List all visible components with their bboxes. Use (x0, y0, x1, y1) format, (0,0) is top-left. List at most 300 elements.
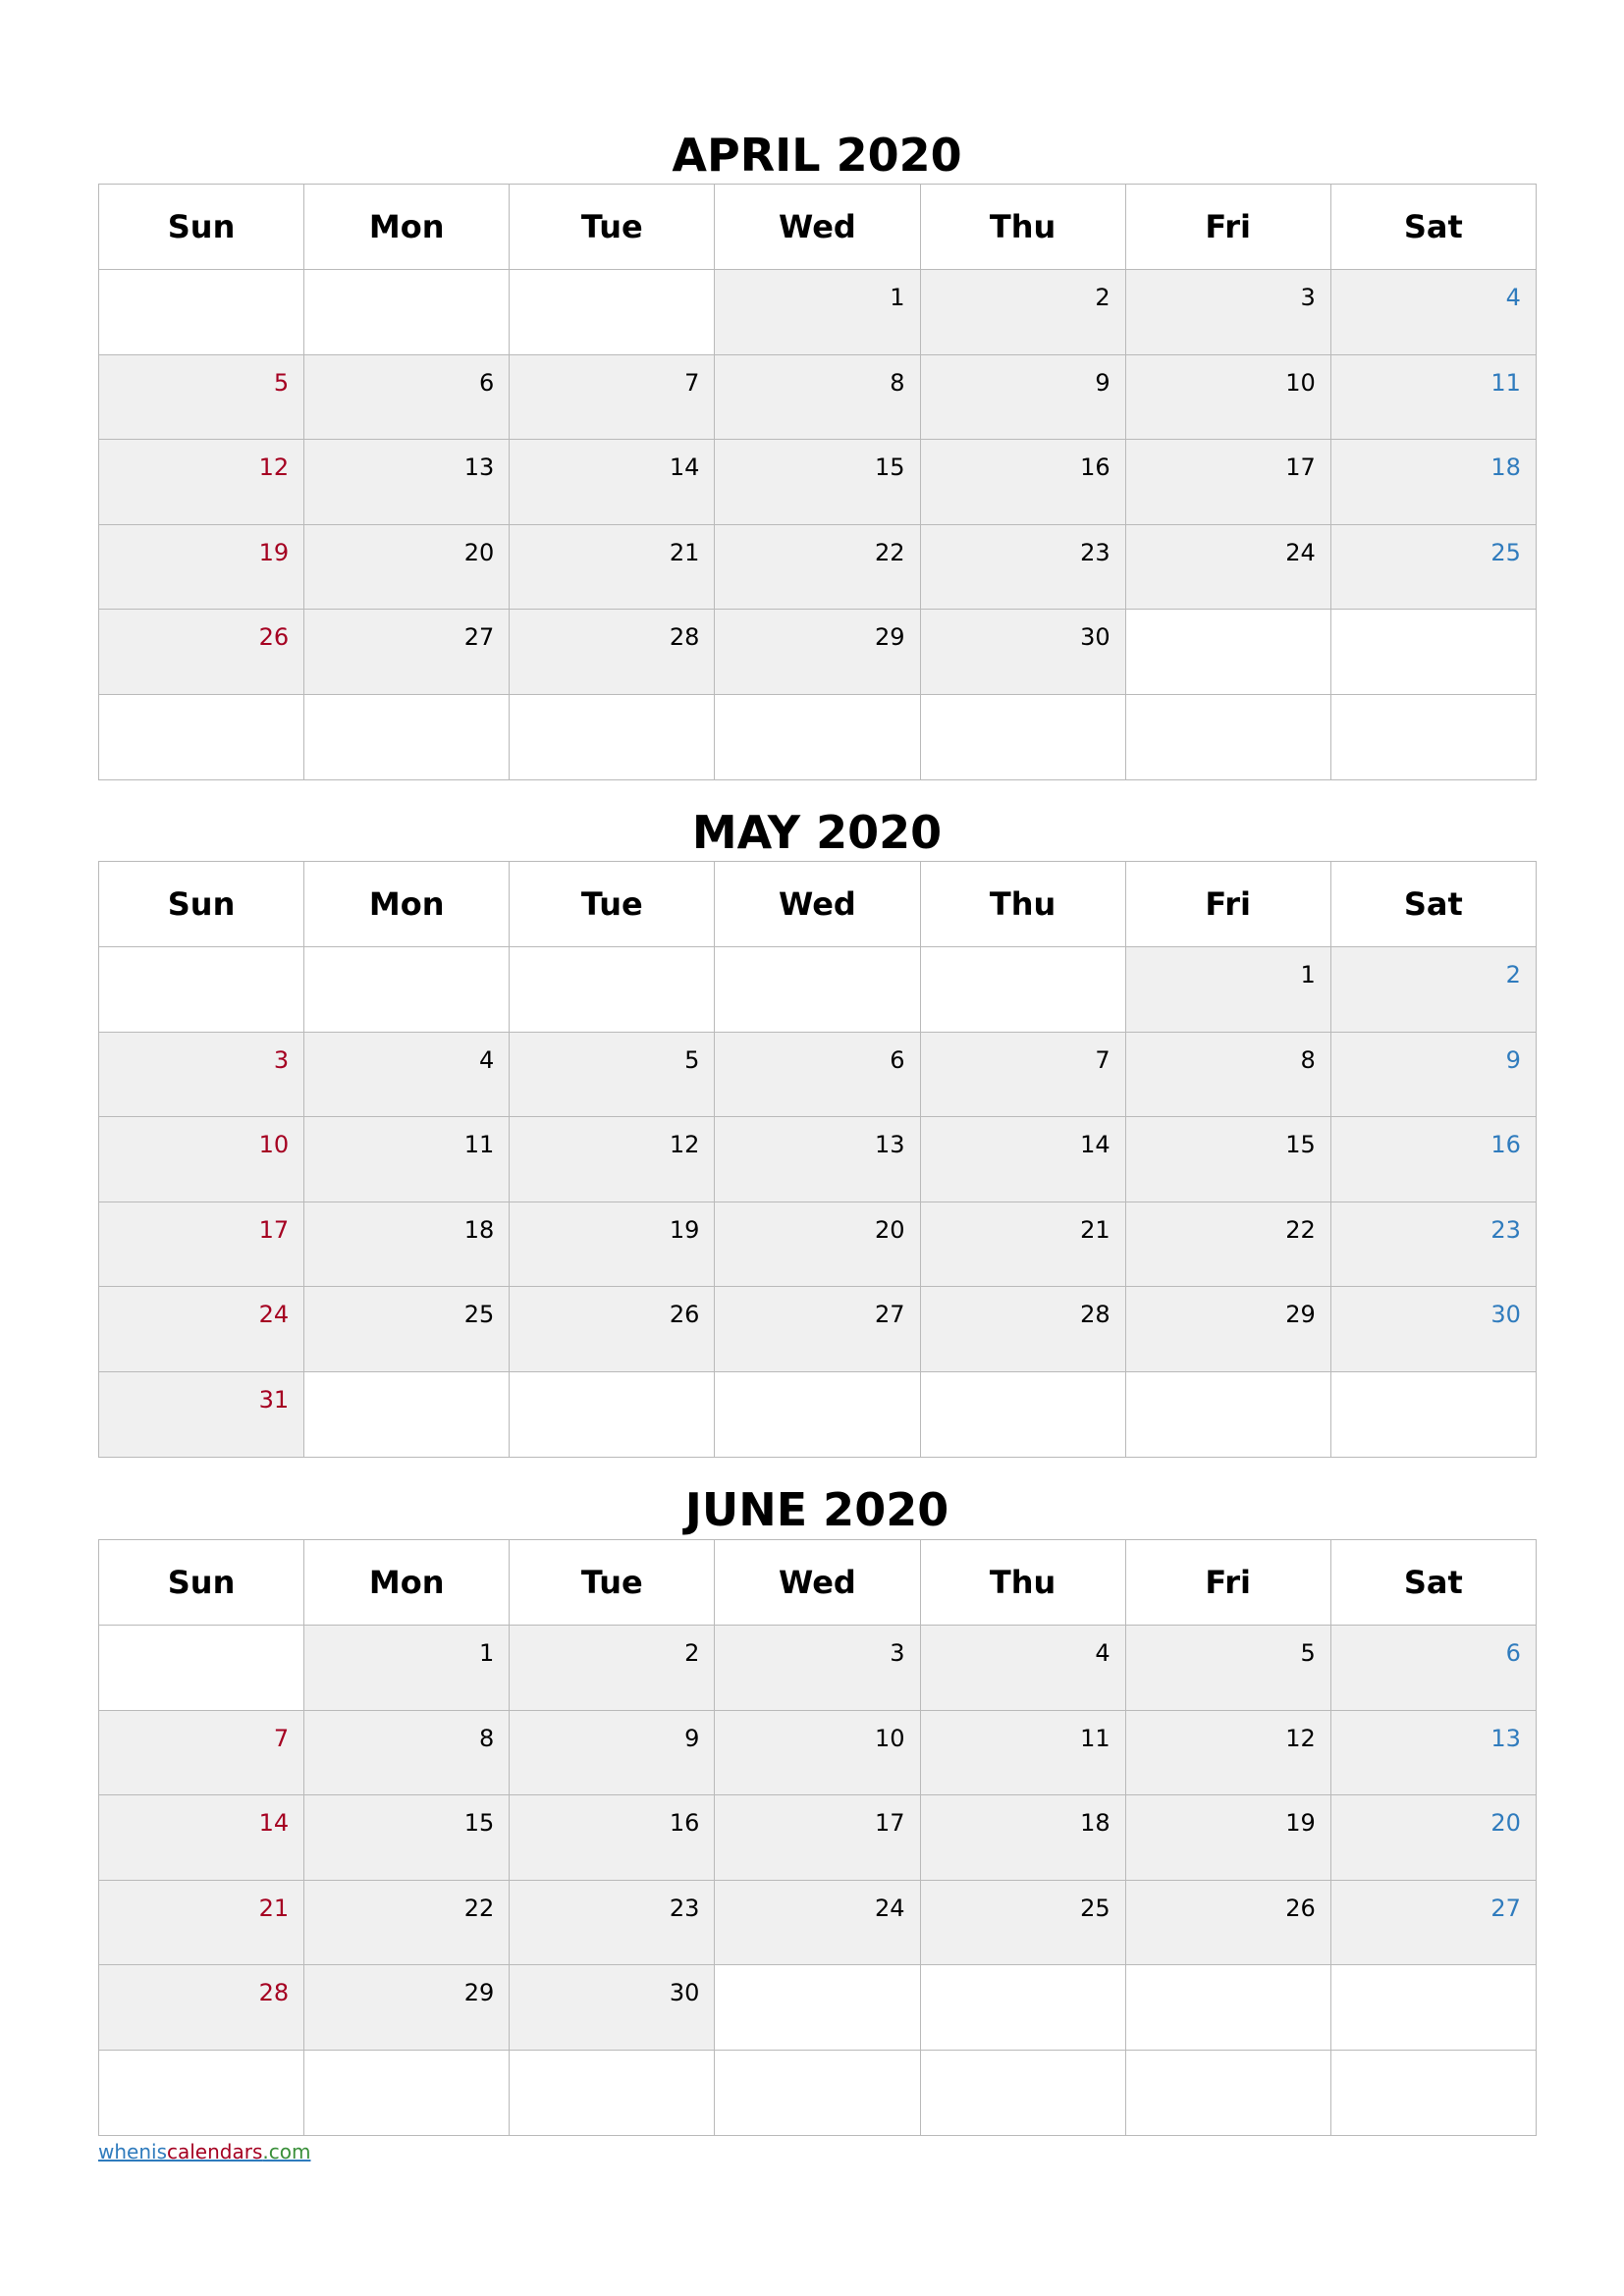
day-number (1126, 610, 1330, 623)
day-number (1331, 1372, 1536, 1386)
day-number: 13 (463, 454, 495, 482)
day-number: 26 (1285, 1894, 1316, 1922)
day-cell (715, 1626, 920, 1711)
day-cell (1125, 2050, 1330, 2135)
day-number: 1 (890, 284, 905, 311)
day-number (510, 270, 714, 284)
day-number (304, 1372, 509, 1386)
day-cell (510, 1201, 715, 1287)
day-number (715, 2051, 919, 2064)
day-number (510, 695, 714, 709)
day-cell (920, 1795, 1125, 1881)
day-cell (304, 524, 510, 610)
day-number: 21 (258, 1894, 290, 1922)
day-cell (1330, 1032, 1536, 1117)
day-number (99, 695, 303, 709)
day-number: 28 (1080, 1301, 1110, 1329)
day-cell (510, 1287, 715, 1372)
day-cell (99, 1371, 304, 1457)
week-row (99, 1626, 1537, 1711)
day-number: 29 (874, 623, 905, 652)
day-cell (715, 2050, 920, 2135)
day-cell (715, 1201, 920, 1287)
day-number: 19 (258, 538, 290, 566)
day-number: 6 (478, 368, 495, 397)
day-cell (510, 1880, 715, 1965)
day-number: 23 (1080, 538, 1110, 566)
weekday-thu: Thu (920, 1540, 1125, 1626)
footer-part-whenis: whenis (98, 2140, 167, 2163)
weekday-sat: Sat (1330, 1540, 1536, 1626)
day-number (1331, 695, 1536, 709)
day-cell (99, 1880, 304, 1965)
day-cell (715, 524, 920, 610)
weekday-header-row (99, 1540, 1537, 1626)
day-number: 17 (1285, 454, 1316, 482)
weekday-thu: Thu (920, 862, 1125, 947)
day-cell (99, 694, 304, 779)
footer-part-calendars: calendars (167, 2140, 263, 2163)
day-number: 10 (874, 1724, 905, 1752)
day-cell (920, 1626, 1125, 1711)
day-number: 2 (1095, 284, 1110, 311)
day-cell (920, 1880, 1125, 1965)
day-number (715, 947, 919, 961)
day-cell (715, 354, 920, 440)
week-row (99, 354, 1537, 440)
day-cell (1125, 1710, 1330, 1795)
day-cell (304, 354, 510, 440)
day-number (715, 695, 919, 709)
day-cell (1125, 1965, 1330, 2051)
weekday-thu: Thu (920, 185, 1125, 270)
week-row (99, 1287, 1537, 1372)
day-cell (304, 1965, 510, 2051)
day-number: 15 (463, 1809, 495, 1838)
day-cell (1330, 1965, 1536, 2051)
day-cell (1330, 694, 1536, 779)
day-number: 22 (463, 1894, 495, 1922)
day-number: 8 (890, 368, 905, 397)
day-cell (920, 694, 1125, 779)
day-cell (1330, 354, 1536, 440)
day-number (99, 2051, 303, 2064)
day-cell (304, 1287, 510, 1372)
day-cell (304, 1710, 510, 1795)
day-cell (1125, 1287, 1330, 1372)
day-cell (99, 524, 304, 610)
day-cell (510, 354, 715, 440)
day-number: 23 (1490, 1215, 1521, 1244)
day-number: 1 (478, 1639, 495, 1667)
day-number: 21 (1080, 1215, 1110, 1244)
day-cell (304, 1795, 510, 1881)
day-cell (510, 1965, 715, 2051)
day-number: 7 (273, 1724, 290, 1752)
weekday-wed: Wed (715, 185, 920, 270)
day-number: 2 (684, 1639, 700, 1667)
day-number: 9 (1505, 1045, 1521, 1074)
day-number: 27 (874, 1301, 905, 1329)
day-cell (920, 524, 1125, 610)
calendar-grid (98, 184, 1537, 780)
weekday-header-row (99, 185, 1537, 270)
day-number: 29 (463, 1979, 495, 2007)
day-cell (99, 1626, 304, 1711)
day-cell (920, 1117, 1125, 1202)
day-number (1126, 695, 1330, 709)
day-number: 10 (1285, 368, 1316, 397)
footer-link[interactable] (98, 2140, 310, 2163)
day-number: 17 (874, 1809, 905, 1838)
day-cell (304, 1880, 510, 1965)
day-number: 21 (669, 538, 700, 566)
day-number (1331, 2051, 1536, 2064)
day-number (921, 2051, 1125, 2064)
day-number: 26 (669, 1301, 700, 1329)
weekday-sun: Sun (99, 1540, 304, 1626)
day-number: 2 (1505, 961, 1521, 988)
day-cell (1125, 1626, 1330, 1711)
day-cell (304, 2050, 510, 2135)
weekday-tue: Tue (510, 862, 715, 947)
day-cell (920, 1287, 1125, 1372)
day-cell (1330, 524, 1536, 610)
day-number: 19 (1285, 1809, 1316, 1838)
weekday-sun: Sun (99, 862, 304, 947)
day-cell (99, 1117, 304, 1202)
week-row (99, 1965, 1537, 2051)
day-number: 11 (1490, 368, 1521, 397)
day-cell (1125, 1032, 1330, 1117)
day-cell (510, 524, 715, 610)
day-number: 6 (1505, 1639, 1521, 1667)
day-number: 28 (669, 623, 700, 652)
day-number (715, 1965, 919, 1979)
day-cell (99, 1201, 304, 1287)
weekday-fri: Fri (1125, 862, 1330, 947)
weekday-wed: Wed (715, 862, 920, 947)
month-title: APRIL 2020 (672, 129, 962, 182)
day-number: 16 (669, 1809, 700, 1838)
day-cell (99, 1287, 304, 1372)
day-cell (99, 1032, 304, 1117)
day-cell (1330, 270, 1536, 355)
week-row (99, 1032, 1537, 1117)
day-number: 12 (669, 1131, 700, 1159)
week-row (99, 1201, 1537, 1287)
day-cell (99, 1795, 304, 1881)
footer-part-com: .com (262, 2140, 311, 2163)
week-row (99, 1795, 1537, 1881)
day-number: 5 (273, 368, 290, 397)
day-cell (304, 1201, 510, 1287)
day-cell (1125, 1795, 1330, 1881)
day-cell (1125, 1880, 1330, 1965)
week-row (99, 2050, 1537, 2135)
day-cell (1330, 1795, 1536, 1881)
day-number: 27 (1490, 1894, 1521, 1922)
day-cell (510, 610, 715, 695)
day-number: 30 (1490, 1301, 1521, 1329)
day-number: 27 (463, 623, 495, 652)
day-cell (715, 1795, 920, 1881)
day-cell (510, 947, 715, 1033)
day-cell (715, 947, 920, 1033)
day-number: 23 (669, 1894, 700, 1922)
day-number (715, 1372, 919, 1386)
weekday-fri: Fri (1125, 185, 1330, 270)
day-cell (920, 1710, 1125, 1795)
weekday-mon: Mon (304, 1540, 510, 1626)
day-cell (1125, 694, 1330, 779)
day-number: 12 (258, 454, 290, 482)
day-cell (304, 947, 510, 1033)
day-number: 11 (1080, 1724, 1110, 1752)
day-cell (510, 1117, 715, 1202)
day-cell (1125, 1117, 1330, 1202)
month-title: JUNE 2020 (684, 1483, 949, 1536)
weekday-fri: Fri (1125, 1540, 1330, 1626)
day-number (1126, 2051, 1330, 2064)
day-number: 18 (1490, 454, 1521, 482)
day-number (99, 1626, 303, 1639)
day-cell (1125, 610, 1330, 695)
day-cell (510, 694, 715, 779)
day-number: 31 (258, 1385, 290, 1414)
week-row (99, 1710, 1537, 1795)
day-cell (510, 1626, 715, 1711)
day-cell (99, 440, 304, 525)
day-cell (715, 694, 920, 779)
day-cell (510, 440, 715, 525)
day-number (304, 947, 509, 961)
day-cell (920, 1371, 1125, 1457)
week-row (99, 1880, 1537, 1965)
day-number: 15 (874, 454, 905, 482)
day-cell (304, 1117, 510, 1202)
day-cell (510, 2050, 715, 2135)
day-cell (920, 1201, 1125, 1287)
day-number: 26 (258, 623, 290, 652)
day-number (1126, 1965, 1330, 1979)
day-number: 22 (874, 538, 905, 566)
day-cell (920, 947, 1125, 1033)
day-number: 13 (874, 1131, 905, 1159)
day-cell (99, 270, 304, 355)
day-number: 14 (1080, 1131, 1110, 1159)
day-number: 22 (1285, 1215, 1316, 1244)
day-cell (1125, 1201, 1330, 1287)
day-number: 29 (1285, 1301, 1316, 1329)
day-cell (1330, 1287, 1536, 1372)
week-row (99, 947, 1537, 1033)
day-cell (1125, 1371, 1330, 1457)
day-cell (1330, 1710, 1536, 1795)
day-cell (1330, 1201, 1536, 1287)
day-number: 9 (1095, 368, 1110, 397)
day-number (1331, 610, 1536, 623)
day-number (99, 947, 303, 961)
day-cell (1125, 947, 1330, 1033)
day-cell (920, 270, 1125, 355)
day-cell (304, 1032, 510, 1117)
weekday-mon: Mon (304, 185, 510, 270)
day-number: 3 (273, 1045, 290, 1074)
day-cell (1330, 2050, 1536, 2135)
day-cell (1330, 1880, 1536, 1965)
day-cell (715, 1710, 920, 1795)
day-cell (1125, 270, 1330, 355)
day-cell (715, 440, 920, 525)
day-cell (1330, 1117, 1536, 1202)
week-row (99, 270, 1537, 355)
day-number (99, 270, 303, 284)
day-cell (1125, 440, 1330, 525)
day-cell (304, 1371, 510, 1457)
day-cell (99, 354, 304, 440)
day-number: 16 (1490, 1131, 1521, 1159)
day-number: 4 (1095, 1639, 1110, 1667)
day-number: 5 (1300, 1639, 1316, 1667)
day-cell (1330, 947, 1536, 1033)
day-number: 9 (684, 1724, 700, 1752)
day-number: 6 (890, 1045, 905, 1074)
calendar-grid (98, 861, 1537, 1458)
day-number: 25 (463, 1301, 495, 1329)
weekday-mon: Mon (304, 862, 510, 947)
day-number: 24 (874, 1894, 905, 1922)
day-number: 18 (463, 1215, 495, 1244)
day-number: 19 (669, 1215, 700, 1244)
day-cell (920, 354, 1125, 440)
day-cell (510, 1032, 715, 1117)
day-cell (715, 270, 920, 355)
day-cell (1330, 610, 1536, 695)
week-row (99, 1371, 1537, 1457)
day-number (921, 1372, 1125, 1386)
day-number: 20 (463, 538, 495, 566)
day-cell (99, 947, 304, 1033)
day-number (304, 2051, 509, 2064)
day-number: 13 (1490, 1724, 1521, 1752)
day-cell (304, 270, 510, 355)
day-cell (510, 1795, 715, 1881)
day-number: 8 (1300, 1045, 1316, 1074)
day-number: 4 (1505, 284, 1521, 311)
day-cell (920, 1032, 1125, 1117)
day-number: 10 (258, 1131, 290, 1159)
week-row (99, 524, 1537, 610)
day-cell (304, 610, 510, 695)
weekday-sat: Sat (1330, 862, 1536, 947)
day-number (921, 947, 1125, 961)
day-cell (99, 1965, 304, 2051)
day-cell (1330, 440, 1536, 525)
day-number: 11 (463, 1131, 495, 1159)
day-number: 24 (258, 1301, 290, 1329)
day-number (1331, 1965, 1536, 1979)
weekday-header-row (99, 862, 1537, 947)
day-number (510, 1372, 714, 1386)
day-number: 16 (1080, 454, 1110, 482)
day-number: 24 (1285, 538, 1316, 566)
day-cell (99, 2050, 304, 2135)
calendar-grid (98, 1539, 1537, 2136)
day-cell (510, 270, 715, 355)
day-cell (1330, 1626, 1536, 1711)
day-number: 4 (478, 1045, 495, 1074)
day-number: 3 (890, 1639, 905, 1667)
day-cell (715, 1032, 920, 1117)
weekday-tue: Tue (510, 185, 715, 270)
day-number (304, 695, 509, 709)
day-number: 8 (478, 1724, 495, 1752)
day-cell (1330, 1371, 1536, 1457)
day-cell (715, 610, 920, 695)
weekday-tue: Tue (510, 1540, 715, 1626)
day-number: 5 (684, 1045, 700, 1074)
day-cell (715, 1880, 920, 1965)
day-number: 3 (1300, 284, 1316, 311)
day-number: 7 (684, 368, 700, 397)
day-number: 30 (669, 1979, 700, 2007)
weekday-sun: Sun (99, 185, 304, 270)
day-cell (920, 610, 1125, 695)
week-row (99, 610, 1537, 695)
day-cell (920, 1965, 1125, 2051)
day-number (510, 947, 714, 961)
day-cell (99, 1710, 304, 1795)
day-cell (715, 1965, 920, 2051)
day-cell (920, 2050, 1125, 2135)
day-number: 15 (1285, 1131, 1316, 1159)
week-row (99, 1117, 1537, 1202)
day-cell (304, 694, 510, 779)
weekday-sat: Sat (1330, 185, 1536, 270)
month-title: MAY 2020 (691, 806, 943, 859)
day-cell (920, 440, 1125, 525)
week-row (99, 694, 1537, 779)
day-number: 28 (258, 1979, 290, 2007)
day-cell (715, 1287, 920, 1372)
day-number: 25 (1080, 1894, 1110, 1922)
week-row (99, 440, 1537, 525)
day-number: 18 (1080, 1809, 1110, 1838)
day-cell (715, 1371, 920, 1457)
day-cell (510, 1371, 715, 1457)
day-number: 30 (1080, 623, 1110, 652)
day-cell (304, 1626, 510, 1711)
day-number (1126, 1372, 1330, 1386)
day-number: 1 (1300, 961, 1316, 988)
day-number (510, 2051, 714, 2064)
day-number: 20 (874, 1215, 905, 1244)
day-cell (99, 610, 304, 695)
day-number: 14 (258, 1809, 290, 1838)
day-number (921, 1965, 1125, 1979)
day-number: 20 (1490, 1809, 1521, 1838)
day-number: 12 (1285, 1724, 1316, 1752)
day-number (921, 695, 1125, 709)
day-number: 7 (1095, 1045, 1110, 1074)
day-number: 17 (258, 1215, 290, 1244)
day-cell (510, 1710, 715, 1795)
day-number: 25 (1490, 538, 1521, 566)
day-cell (715, 1117, 920, 1202)
day-number: 14 (669, 454, 700, 482)
day-number (304, 270, 509, 284)
